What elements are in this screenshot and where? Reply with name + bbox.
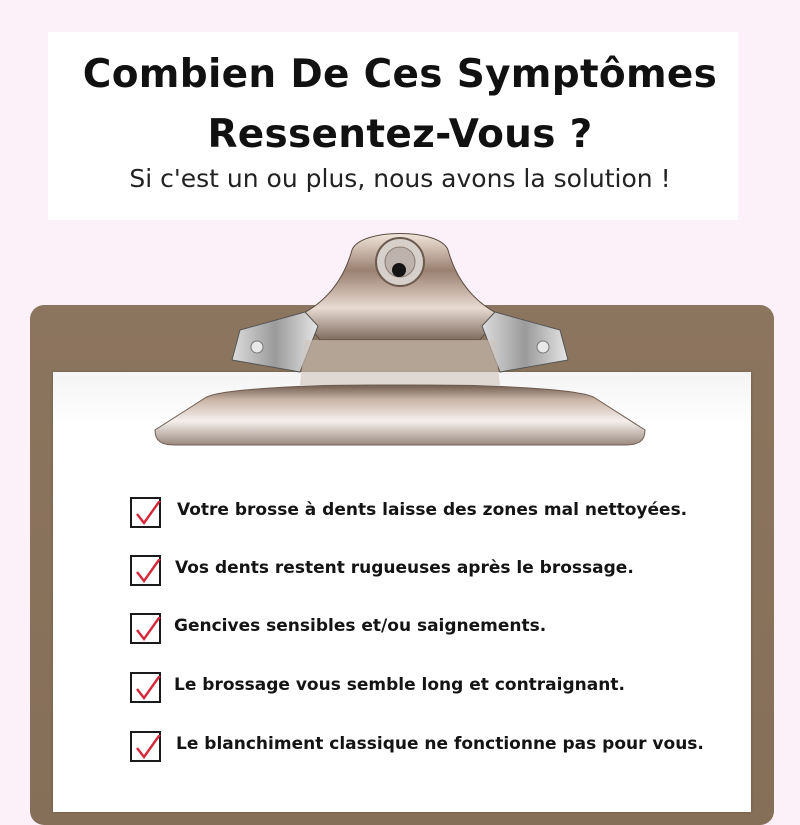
checkbox[interactable] (130, 497, 161, 528)
checklist-item-label: Votre brosse à dents laisse des zones mal nettoyées. (177, 500, 688, 520)
check-icon (134, 501, 161, 528)
checklist-item-label: Vos dents restent rugueuses après le brossage. (175, 558, 634, 578)
check-icon (134, 735, 161, 762)
page-title-line1: Combien De Ces Symptômes (82, 52, 718, 97)
check-icon (134, 559, 161, 586)
checkbox[interactable] (130, 731, 161, 762)
check-icon (134, 676, 161, 703)
checklist-item-label: Le brossage vous semble long et contraignant. (174, 675, 625, 695)
checklist-item-label: Gencives sensibles et/ou saignements. (174, 616, 547, 636)
page-title-line2: Ressentez-Vous ? (207, 112, 593, 157)
checkbox[interactable] (130, 672, 161, 703)
checkbox[interactable] (130, 613, 161, 644)
page-subtitle: Si c'est un ou plus, nous avons la solution ! (129, 164, 671, 193)
checklist-item-label: Le blanchiment classique ne fonctionne pas pour vous. (176, 734, 704, 754)
check-icon (134, 617, 161, 644)
checkbox[interactable] (130, 555, 161, 586)
